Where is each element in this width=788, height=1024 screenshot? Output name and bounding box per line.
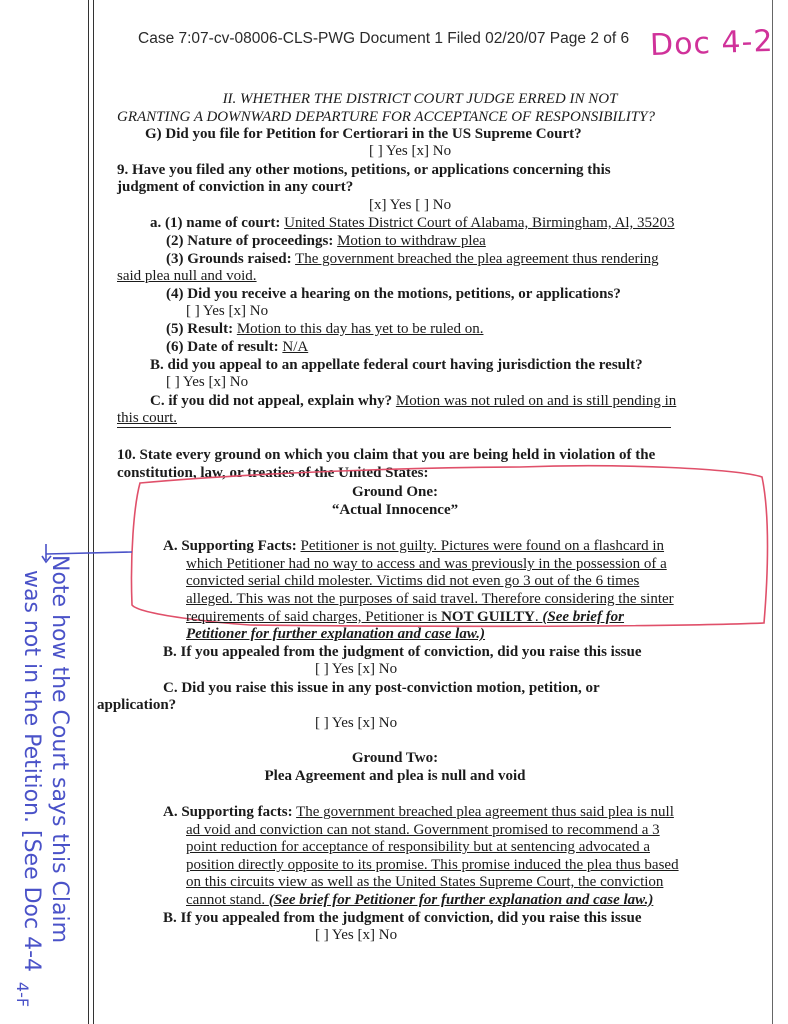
g1-a-text-4: requirements of said charges, Petitioner is xyxy=(186,609,442,625)
ground-two-title: Plea Agreement and plea is null and void xyxy=(264,768,526,784)
g1-b-label: B. If you appealed from the judgment of conviction, did you raise this issue xyxy=(163,644,642,660)
g1-b-answer: [ ] Yes [x] No xyxy=(315,661,398,677)
margin-rule-1 xyxy=(88,0,89,1024)
q9-a2 xyxy=(166,233,486,250)
g2-a-text-3: position directly opposite to its promise. This promise induced the plea thus based xyxy=(186,857,679,873)
g1-a-text-1: which Petitioner had no way to access and was previously in the possession of a xyxy=(186,556,667,572)
case-header: Case 7:07-cv-08006-CLS-PWG Document 1 Filed 02/20/07 Page 2 of 6 xyxy=(138,30,630,47)
g1-see-brief1: (See brief for xyxy=(542,609,625,625)
g1-c-label: C. Did you raise this issue in any post-conviction motion, petition, or xyxy=(163,680,600,696)
q9-a3-value2: said plea null and void. xyxy=(117,268,257,284)
g2-a-label: A. Supporting facts: xyxy=(163,804,293,820)
q9-c-label: C. if you did not appeal, explain why? xyxy=(150,393,393,409)
margin-note-line2: was not in the Petition. [See Doc 4-4 xyxy=(19,570,44,973)
g2-a-text-2: point reduction for acceptance of responsibility but at sentencing advocated a xyxy=(186,839,650,855)
q9-a5 xyxy=(166,321,483,338)
q9-line2: judgment of conviction in any court? xyxy=(117,179,354,195)
ground-one-title: “Actual Innocence” xyxy=(331,502,459,518)
q9-c-value1: Motion was not ruled on and is still pending in xyxy=(395,393,677,409)
q9-c-value2: this court. xyxy=(117,410,177,426)
q9-a5-value: Motion to this day has yet to be ruled on. xyxy=(236,321,484,337)
g1-not-guilty: NOT GUILTY xyxy=(441,609,535,625)
q10-line1: 10. State every ground on which you claim that you are being held in violation of the xyxy=(117,447,656,463)
ground-two-heading: Ground Two: xyxy=(351,750,439,766)
g2-a-line1 xyxy=(163,804,674,821)
g2-see-brief: (See brief for Petitioner for further explanation and case law.) xyxy=(268,892,654,908)
g1-a-line5: requirements of said charges, Petitioner is NOT GUILTY. (See brief for xyxy=(186,609,625,625)
issue-heading-line1: II. WHETHER THE DISTRICT COURT JUDGE ERRED IN NOT xyxy=(222,91,618,107)
q9-a1-value: United States District Court of Alabama, Birmingham, Al, 35203 xyxy=(284,215,675,231)
margin-note-line3: 4-F xyxy=(13,981,33,1008)
q9-a6-value: N/A xyxy=(282,339,309,355)
g1-see-brief2: Petitioner for further explanation and case law.) xyxy=(186,626,486,642)
q9-a3-label: (3) Grounds raised: xyxy=(166,251,292,267)
g1-c-answer: [ ] Yes [x] No xyxy=(315,715,398,731)
q9-a3-value1: The government breached the plea agreement thus rendering xyxy=(295,251,659,267)
handwritten-doc-tag: Doc 4-2 xyxy=(649,23,775,64)
q9-a3 xyxy=(166,251,659,268)
q9-a2-value: Motion to withdraw plea xyxy=(337,233,486,249)
g1-a-text-3: alleged. This was not the purposes of said travel. Therefore considering the sinter xyxy=(186,591,674,607)
q10-line2: constitution, law, or treaties of the United States: xyxy=(117,465,429,481)
question-g: G) Did you file for Petition for Certiorari in the US Supreme Court? xyxy=(145,126,582,142)
g1-a-text-0: Petitioner is not guilty. Pictures were found on a flashcard in xyxy=(300,538,665,554)
q9-answer: [x] Yes [ ] No xyxy=(369,197,452,213)
g2-a-text-4: on this circuits view as well as the United States Supreme Court, the conviction xyxy=(186,874,664,890)
g2-a-line6 xyxy=(186,892,653,909)
question-g-answer: [ ] Yes [x] No xyxy=(369,143,452,159)
q9-c xyxy=(150,393,676,410)
g2-a-text-0: The government breached plea agreement thus said plea is null xyxy=(296,804,674,820)
section-divider xyxy=(117,427,671,428)
g2-b-label: B. If you appealed from the judgment of conviction, did you raise this issue xyxy=(163,910,642,926)
q9-b-answer: [ ] Yes [x] No xyxy=(166,374,249,390)
g2-a-text-5: cannot stand. xyxy=(186,892,269,908)
q9-b-label: B. did you appeal to an appellate federal court having jurisdiction the result? xyxy=(150,357,643,373)
q9-a4-label: (4) Did you receive a hearing on the motions, petitions, or applications? xyxy=(166,286,621,302)
ground-one-heading: Ground One: xyxy=(352,484,438,500)
q9-a5-label: (5) Result: xyxy=(166,321,234,337)
g1-c-label2: application? xyxy=(97,697,177,713)
q9-a2-label: (2) Nature of proceedings: xyxy=(166,233,334,249)
g1-a-line1 xyxy=(163,538,664,555)
q9-a6 xyxy=(166,339,308,356)
margin-note-line1: Note how the Court says this Claim xyxy=(47,555,72,944)
q9-line1: 9. Have you filed any other motions, petitions, or applications concerning this xyxy=(117,162,611,178)
margin-rule-2 xyxy=(93,0,94,1024)
g2-a-text-1: ad void and conviction can not stand. Government promised to recommend a 3 xyxy=(186,822,660,838)
q9-a6-label: (6) Date of result: xyxy=(166,339,279,355)
g1-a-label: A. Supporting Facts: xyxy=(163,538,297,554)
q9-a1-label: a. (1) name of court: xyxy=(150,215,281,231)
issue-heading-line2: GRANTING A DOWNWARD DEPARTURE FOR ACCEPTANCE OF RESPONSIBILITY? xyxy=(117,109,655,125)
g1-a-text-2: convicted serial child molester. Victims did not even go 3 out of the 6 times xyxy=(186,573,640,589)
g2-b-answer: [ ] Yes [x] No xyxy=(315,927,398,943)
q9-a4-answer: [ ] Yes [x] No xyxy=(186,303,269,319)
q9-a1 xyxy=(150,215,675,232)
